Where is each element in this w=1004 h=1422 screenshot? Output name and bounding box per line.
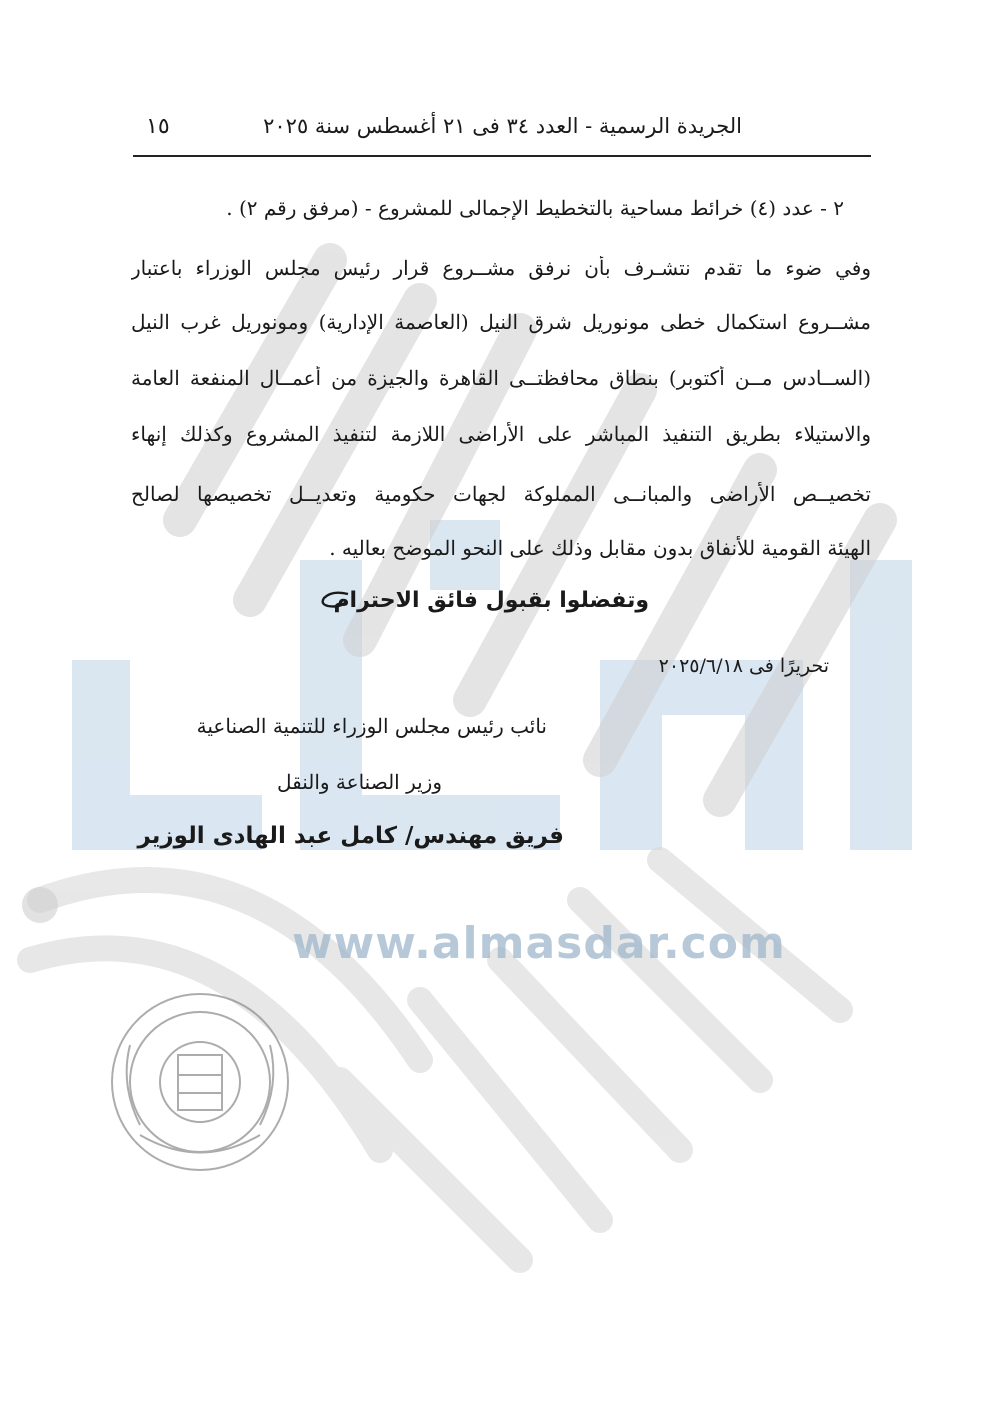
body-line-5: والاستيلاء بطريق التنفيذ المباشر على الأراضى اللازمة لتنفيذ المشروع وكذلك إنهاء [131,422,871,446]
signatory-title-1: نائب رئيس مجلس الوزراء للتنمية الصناعية [196,714,547,738]
issue-date: تحريرًا فى ٢٠٢٥/٦/١٨ [658,655,829,677]
body-line-1: ٢ - عدد (٤) خرائط مساحية بالتخطيط الإجمالى للمشروع - (مرفق رقم ٢) . [226,196,844,220]
closing-salutation: وتفضلوا بقبول فائق الاحترام [333,588,649,613]
header-title: الجريدة الرسمية - العدد ٣٤ فى ٢١ أغسطس سنة ٢٠٢٥ [263,114,742,138]
header-divider [133,155,871,157]
watermark-url: www.almasdar.com [292,918,786,969]
page-number: ١٥ [146,114,170,139]
body-line-6: تخصيــص الأراضى والمبانــى المملوكة لجهات حكومية وتعديــل تخصيصها لصالح [131,482,871,506]
body-line-3: مشــروع استكمال خطى مونوريل شرق النيل (العاصمة الإدارية) ومونوريل غرب النيل [131,310,871,334]
signatory-name: فريق مهندس/ كامل عبد الهادى الوزير [137,823,564,849]
salutation-flourish-icon [318,590,350,612]
signatory-title-2: وزير الصناعة والنقل [276,770,442,794]
body-line-2: وفي ضوء ما تقدم نتشـرف بأن نرفق مشــروع قرار رئيس مجلس الوزراء باعتبار [131,256,871,280]
body-line-4: (الســادس مــن أكتوبر) بنطاق محافظتــى القاهرة والجيزة من أعمــال المنفعة العامة [131,366,871,390]
body-line-7: الهيئة القومية للأنفاق بدون مقابل وذلك على النحو الموضح بعاليه . [329,536,871,560]
